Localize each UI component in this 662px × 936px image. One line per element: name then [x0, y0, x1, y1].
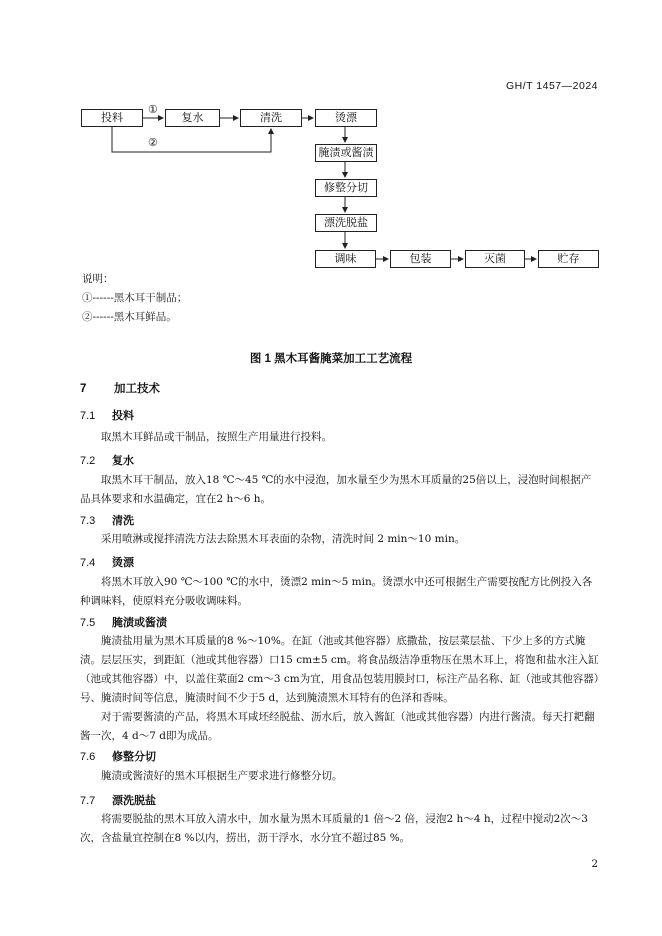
- subsection-title: 投料: [112, 410, 134, 422]
- step-season: 调味: [315, 250, 376, 268]
- paragraph: 腌渍或酱渍好的黑木耳根据生产要求进行修整分切。: [101, 770, 343, 782]
- subsection-heading: [80, 748, 156, 764]
- subsection-number: 7.4: [80, 557, 96, 569]
- flowchart-connectors: [0, 0, 662, 280]
- subsection-title: 烫漂: [112, 557, 134, 569]
- section-number: 7: [80, 383, 87, 395]
- step-blanch: 烫漂: [315, 109, 377, 127]
- subsection-title: 修整分切: [112, 751, 156, 763]
- subsection-heading: [80, 452, 134, 468]
- note-item: ①------黑木耳干制品；: [82, 292, 188, 304]
- subsection-heading: [80, 614, 167, 630]
- paragraph: 取黑木耳干制品，放入18 ℃～45 ℃的水中浸泡，加水量至少为黑木耳质量的25倍以上，浸泡时间根据产品具体要求和水温确定，宜在2 h～6 h。: [80, 474, 592, 505]
- subsection-heading: [80, 407, 134, 423]
- subsection-heading: [80, 512, 134, 528]
- arrow-feed-to-wash-fresh: [112, 127, 271, 152]
- subsection-number: 7.2: [80, 455, 96, 467]
- step-store: 贮存: [538, 250, 599, 268]
- subsection-number: 7.3: [80, 515, 96, 527]
- step-trim: 修整分切: [315, 179, 377, 197]
- step-rehydrate: 复水: [165, 109, 220, 127]
- step-pickle: 腌渍或酱渍: [315, 144, 377, 162]
- standard-code: GH/T 1457—2024: [505, 80, 598, 92]
- subsection-title: 清洗: [112, 515, 134, 527]
- step-sterilize: 灭菌: [465, 250, 525, 268]
- subsection-number: 7.5: [80, 617, 96, 629]
- subsection-number: 7.6: [80, 751, 96, 763]
- path-label-fresh: ②: [148, 136, 158, 149]
- subsection-heading: [80, 792, 156, 808]
- step-desalt: 漂洗脱盐: [315, 214, 377, 232]
- note-item: ②------黑木耳鲜品。: [82, 311, 177, 323]
- figure-caption: 图 1 黑木耳酱腌菜加工工艺流程: [249, 353, 413, 365]
- step-package: 包装: [390, 250, 451, 268]
- step-feeding: 投料: [81, 109, 143, 127]
- subsection-number: 7.1: [80, 410, 96, 422]
- section-title: 加工技术: [114, 383, 160, 395]
- notes-title: 说明：: [82, 273, 114, 285]
- subsection-title: 漂洗脱盐: [112, 795, 156, 807]
- section-heading: [80, 380, 160, 396]
- path-label-dry: ①: [148, 103, 158, 116]
- paragraph: 采用喷淋或搅拌清洗方法去除黑木耳表面的杂物，清洗时间 2 min～10 min。: [101, 533, 466, 545]
- page-number: 2: [591, 858, 598, 870]
- paragraph: 将黑木耳放入90 ℃～100 ℃的水中，烫漂2 min～5 min。烫漂水中还可根据生产需要按配方比例投入各种调味料，使原料充分吸收调味料。: [80, 576, 593, 607]
- paragraph: 将需要脱盐的黑木耳放入清水中，加水量为黑木耳质量的1 倍～2 倍，浸泡2 h～4 h，过程中搅动2次～3 次，含盐量宜控制在8 %以内，捞出，沥干浮水，水分宜不超过85 %。: [80, 813, 588, 844]
- subsection-title: 腌渍或酱渍: [112, 617, 167, 629]
- subsection-title: 复水: [112, 455, 134, 467]
- flowchart-notes: [82, 270, 187, 327]
- paragraph: 对于需要酱渍的产品，将黑木耳咸坯经脱盐、沥水后，放入酱缸（池或其他容器）内进行酱渍。每天打耙翻酱一次，4 d～7 d即为成品。: [80, 711, 595, 742]
- paragraph: 取黑木耳鲜品或干制品，按照生产用量进行投料。: [101, 431, 332, 443]
- subsection-heading: [80, 554, 134, 570]
- step-wash: 清洗: [240, 109, 302, 127]
- paragraph: 腌渍盐用量为黑木耳质量的8 %～10%。在缸（池或其他容器）底撒盐，按层菜层盐、下少上多的方式腌渍。层层压实，到距缸（池或其他容器）口15 cm±5 cm。将食品级洁净重物压在黑木耳上，将饱和盐水注入缸（池或其他容器）中，以盖住菜面2 cm～3 cm为宜，用食品包装用膜封口，标注产品名称、缸（池或其他容器）号、腌渍时间等信息，腌渍时间不少于5 d，达到腌渍黑木耳特有的色泽和香味。: [80, 635, 599, 704]
- subsection-number: 7.7: [80, 795, 96, 807]
